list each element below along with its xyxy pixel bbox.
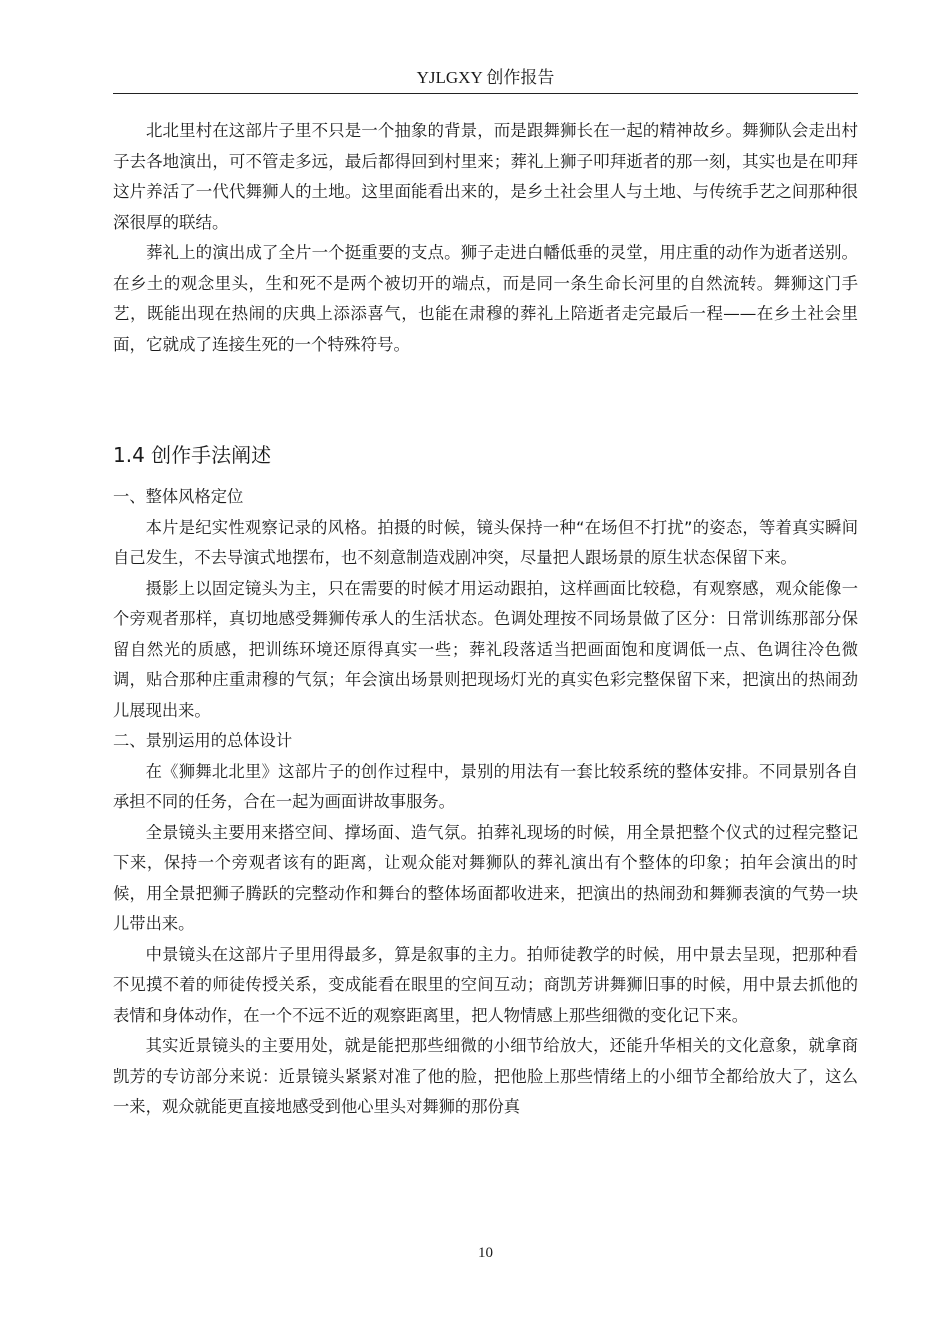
subsection-heading: 一、整体风格定位 xyxy=(113,487,244,506)
subsection-heading: 二、景别运用的总体设计 xyxy=(113,731,293,750)
paragraph: 葬礼上的演出成了全片一个挺重要的支点。狮子走进白幡低垂的灵堂，用庄重的动作为逝者送别。在乡土的观念里头，生和死不是两个被切开的端点，而是同一条生命长河里的自然流转。舞狮这门手艺，既能出现在热闹的庆典上添添喜气，也能在肃穆的葬礼上陪逝者走完最后一程——在乡土社会里面，它就成了连接生死的一个特殊符号。 xyxy=(113,243,858,354)
paragraph: 中景镜头在这部片子里用得最多，算是叙事的主力。拍师徒教学的时候，用中景去呈现，把那种看不见摸不着的师徒传授关系，变成能看在眼里的空间互动；商凯芳讲舞狮旧事的时候，用中景去抓他的表情和身体动作，在一个不远不近的观察距离里，把人物情感上那些细微的变化记下来。 xyxy=(113,944,858,1025)
paragraph: 在《狮舞北北里》这部片子的创作过程中，景别的用法有一套比较系统的整体安排。不同景别各自承担不同的任务，合在一起为画面讲故事服务。 xyxy=(113,761,858,811)
header-divider xyxy=(113,93,858,94)
intro-text-block xyxy=(113,116,858,360)
page-header: YJLGXY 创作报告 xyxy=(416,68,555,87)
section-body xyxy=(113,482,858,1123)
paragraph: 全景镜头主要用来搭空间、撑场面、造气氛。拍葬礼现场的时候，用全景把整个仪式的过程完整记下来，保持一个旁观者该有的距离，让观众能对舞狮队的葬礼演出有个整体的印象；拍年会演出的时候，用全景把狮子腾跃的完整动作和舞台的整体场面都收进来，把演出的热闹劲和舞狮表演的气势一块儿带出来。 xyxy=(113,822,858,933)
paragraph: 北北里村在这部片子里不只是一个抽象的背景，而是跟舞狮长在一起的精神故乡。舞狮队会走出村子去各地演出，可不管走多远，最后都得回到村里来；葬礼上狮子叩拜逝者的那一刻，其实也是在叩拜这片养活了一代代舞狮人的土地。这里面能看出来的，是乡土社会里人与土地、与传统手艺之间那种很深很厚的联结。 xyxy=(113,121,858,232)
paragraph: 本片是纪实性观察记录的风格。拍摄的时候，镜头保持一种“在场但不打扰”的姿态，等着真实瞬间自己发生，不去导演式地摆布，也不刻意制造戏剧冲突，尽量把人跟场景的原生状态保留下来。 xyxy=(113,517,858,567)
paragraph: 其实近景镜头的主要用处，就是能把那些细微的小细节给放大，还能升华相关的文化意象，就拿商凯芳的专访部分来说：近景镜头紧紧对准了他的脸，把他脸上那些情绪上的小细节全都给放大了，这么一来，观众就能更直接地感受到他心里头对舞狮的那份真 xyxy=(113,1036,858,1116)
paragraph: 摄影上以固定镜头为主，只在需要的时候才用运动跟拍，这样画面比较稳，有观察感，观众能像一个旁观者那样，真切地感受舞狮传承人的生活状态。色调处理按不同场景做了区分：日常训练那部分保留自然光的质感，把训练环境还原得真实一些；葬礼段落适当把画面饱和度调低一点、色调往冷色微调，贴合那种庄重肃穆的气氛；年会演出场景则把现场灯光的真实色彩完整保留下来，把演出的热闹劲儿展现出来。 xyxy=(113,578,858,720)
section-heading: 1.4 创作手法阐述 xyxy=(113,443,272,467)
page-number: 10 xyxy=(478,1245,493,1261)
